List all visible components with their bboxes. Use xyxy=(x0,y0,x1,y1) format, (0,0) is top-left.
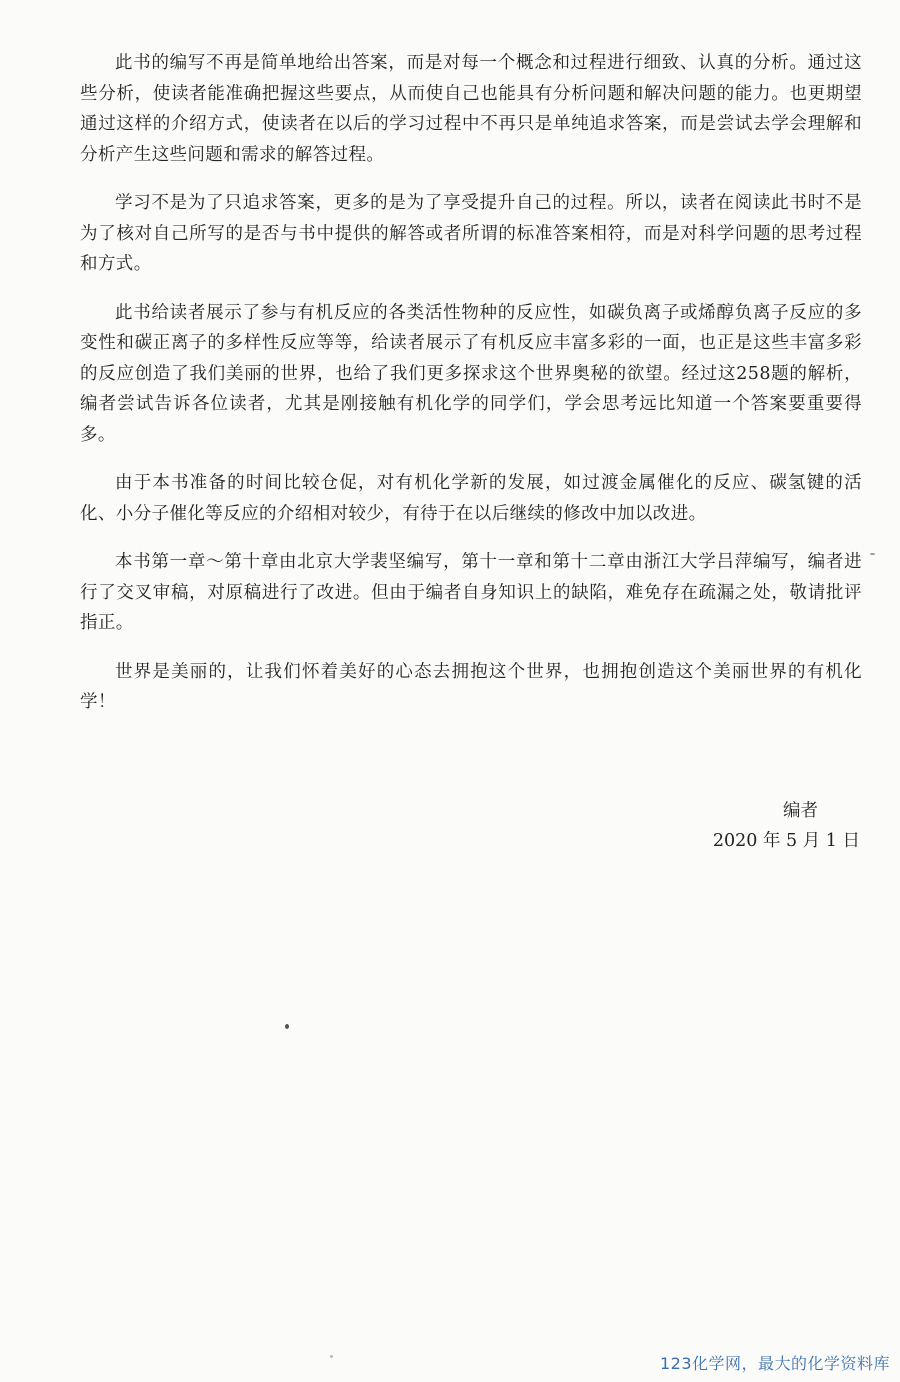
scan-speck xyxy=(285,1024,289,1029)
signature-date: 2020 年 5 月 1 日 xyxy=(712,831,860,851)
paragraph-5: 本书第一章～第十章由北京大学裴坚编写，第十一章和第十二章由浙江大学吕萍编写，编者进行了交叉审稿，对原稿进行了改进。但由于编者自身知识上的缺陷，难免存在疏漏之处，敬请批评指正。 xyxy=(80,552,862,633)
paragraph-4: 由于本书准备的时间比较仓促，对有机化学新的发展，如过渡金属催化的反应、碳氢键的活化、小分子催化等反应的介绍相对较少，有待于在以后继续的修改中加以改进。 xyxy=(80,473,862,524)
signature-name: 编者 xyxy=(783,801,818,821)
scan-speck xyxy=(330,1355,333,1358)
paragraph-6: 世界是美丽的，让我们怀着美好的心态去拥抱这个世界，也拥抱创造这个美丽世界的有机化学！ xyxy=(80,661,862,712)
signature-block xyxy=(713,796,860,856)
scan-speck xyxy=(870,553,875,555)
paragraph-3: 此书给读者展示了参与有机反应的各类活性物种的反应性，如碳负离子或烯醇负离子反应的多变性和碳正离子的多样性反应等等，给读者展示了有机反应丰富多彩的一面，也正是这些丰富多彩的反应创造了我们美丽的世界，也给了我们更多探求这个世界奥秘的欲望。经过这258题的解析，编者尝试告诉各位读者，尤其是刚接触有机化学的同学们，学会思考远比知道一个答案要重要得多。 xyxy=(80,302,862,445)
watermark-text: 123化学网，最大的化学资料库 xyxy=(659,1354,890,1373)
paragraph-2: 学习不是为了只追求答案，更多的是为了享受提升自己的过程。所以，读者在阅读此书时不是为了核对自己所写的是否与书中提供的解答或者所谓的标准答案相符，而是对科学问题的思考过程和方式。 xyxy=(80,193,862,274)
preface-body xyxy=(80,48,862,736)
paragraph-1: 此书的编写不再是简单地给出答案，而是对每一个概念和过程进行细致、认真的分析。通过这些分析，使读者能准确把握这些要点，从而使自己也能具有分析问题和解决问题的能力。也更期望通过这样的介绍方式，使读者在以后的学习过程中不再只是单纯追求答案，而是尝试去学会理解和分析产生这些问题和需求的解答过程。 xyxy=(80,53,862,165)
